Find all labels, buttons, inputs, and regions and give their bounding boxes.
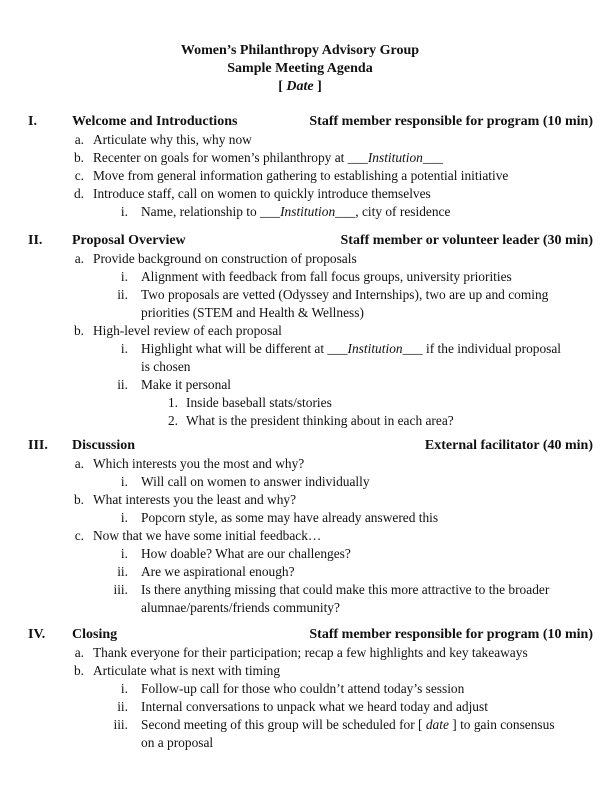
item-text: What interests you the least and why? (93, 492, 297, 507)
section-heading (0, 113, 600, 131)
item-marker: d. (73, 186, 84, 201)
item-marker: i. (120, 510, 128, 525)
section-number: I. (28, 114, 37, 129)
section-heading (0, 232, 600, 250)
section-title: Discussion (72, 438, 136, 453)
list-item (0, 167, 600, 185)
list-item (0, 268, 600, 286)
item-marker: i. (120, 204, 128, 219)
item-text: Provide background on construction of proposals (93, 251, 357, 266)
item-text: Popcorn style, as some may have already answered this (141, 510, 439, 525)
list-item (0, 131, 600, 149)
item-text: Articulate why this, why now (93, 132, 252, 147)
item-text (141, 203, 450, 221)
section-heading (0, 626, 600, 644)
item-marker: i. (120, 546, 128, 561)
item-marker: b. (73, 323, 84, 338)
section-title: Proposal Overview (72, 233, 186, 248)
section-welcome (0, 113, 600, 221)
agenda-subtitle: Sample Meeting Agenda (227, 61, 373, 76)
item-text: Move from general information gathering to establishing a potential initiative (93, 168, 509, 183)
item-text-part: Recenter on goals for women’s philanthropy at ___ (93, 150, 368, 165)
list-item-continuation (0, 358, 600, 376)
item-text-part: ___, city of residence (335, 204, 451, 219)
section-responsible: Staff member responsible for program (10 min) (309, 114, 593, 129)
item-marker: ii. (117, 564, 128, 579)
list-item (0, 250, 600, 268)
institution-placeholder: Institution (347, 341, 403, 356)
item-text (93, 149, 443, 167)
list-item (0, 698, 600, 716)
item-text: Inside baseball stats/stories (186, 395, 332, 410)
item-marker: a. (74, 456, 84, 471)
list-item-continuation (0, 304, 600, 322)
open-bracket: [ (278, 79, 283, 94)
list-item (0, 716, 600, 734)
list-item (0, 662, 600, 680)
item-text: alumnae/parents/friends community? (141, 600, 340, 615)
section-responsible: Staff member responsible for program (10 min) (309, 627, 593, 642)
list-item (0, 412, 600, 430)
list-item (0, 394, 600, 412)
list-item (0, 545, 600, 563)
list-item (0, 149, 600, 167)
item-text-part: Name, relationship to ___ (141, 204, 281, 219)
item-text-part: ] to gain consensus (448, 717, 555, 732)
item-marker: c. (74, 528, 84, 543)
list-item-continuation (0, 734, 600, 752)
list-item (0, 286, 600, 304)
item-marker: i. (120, 681, 128, 696)
section-proposal-overview (0, 232, 600, 430)
item-marker: i. (120, 341, 128, 356)
section-responsible: External facilitator (40 min) (424, 438, 593, 453)
item-marker: c. (74, 168, 84, 183)
list-item-continuation (0, 599, 600, 617)
section-closing (0, 626, 600, 752)
section-number: II. (28, 233, 43, 248)
section-number: III. (28, 438, 48, 453)
list-item (0, 322, 600, 340)
list-item (0, 473, 600, 491)
item-text-part: ___ if the individual proposal (402, 341, 562, 356)
item-marker: b. (73, 492, 84, 507)
item-text: Are we aspirational enough? (141, 564, 295, 579)
item-marker: b. (73, 150, 84, 165)
item-text: Will call on women to answer individually (141, 474, 370, 489)
group-title: Women’s Philanthropy Advisory Group (180, 43, 420, 58)
section-heading (0, 437, 600, 455)
date-placeholder (0, 78, 600, 96)
list-item (0, 644, 600, 662)
section-title: Closing (72, 627, 118, 642)
item-marker: iii. (113, 717, 128, 732)
item-text: Is there anything missing that could make this more attractive to the broader (141, 582, 550, 597)
item-text: Now that we have some initial feedback… (93, 528, 322, 543)
item-marker: ii. (117, 699, 128, 714)
item-marker: iii. (113, 582, 128, 597)
item-text: Thank everyone for their participation; recap a few highlights and key takeaways (93, 645, 528, 660)
date-placeholder: date (425, 717, 449, 732)
agenda-header (0, 42, 600, 96)
item-text: Which interests you the most and why? (93, 456, 305, 471)
item-text: Internal conversations to unpack what we heard today and adjust (141, 699, 488, 714)
item-text: priorities (STEM and Health & Wellness) (141, 305, 364, 320)
list-item (0, 376, 600, 394)
item-text: Follow-up call for those who couldn’t attend today’s session (141, 681, 465, 696)
date-label: Date (286, 79, 314, 94)
item-text: High-level review of each proposal (93, 323, 282, 338)
institution-placeholder: Institution (280, 204, 336, 219)
list-item (0, 680, 600, 698)
list-item (0, 340, 600, 358)
item-text (141, 716, 555, 734)
list-item (0, 581, 600, 599)
item-text-part: Second meeting of this group will be scheduled for [ (141, 717, 426, 732)
item-marker: a. (74, 645, 84, 660)
item-marker: ii. (117, 287, 128, 302)
item-text: Alignment with feedback from fall focus groups, university priorities (141, 269, 512, 284)
item-text: How doable? What are our challenges? (141, 546, 351, 561)
item-text: Make it personal (141, 377, 231, 392)
item-marker: i. (120, 474, 128, 489)
item-text: on a proposal (141, 735, 214, 750)
item-text (141, 340, 561, 358)
item-marker: ii. (117, 377, 128, 392)
section-discussion (0, 437, 600, 617)
item-text: is chosen (141, 359, 191, 374)
list-item (0, 491, 600, 509)
section-number: IV. (28, 627, 46, 642)
item-marker: 1. (167, 395, 178, 410)
list-item (0, 563, 600, 581)
item-marker: i. (120, 269, 128, 284)
item-marker: a. (74, 132, 84, 147)
institution-placeholder: Institution (367, 150, 423, 165)
close-bracket: ] (317, 79, 322, 94)
item-text: What is the president thinking about in each area? (186, 413, 454, 428)
item-marker: a. (74, 251, 84, 266)
list-item (0, 203, 600, 221)
list-item (0, 185, 600, 203)
list-item (0, 509, 600, 527)
list-item (0, 455, 600, 473)
item-text: Introduce staff, call on women to quickly introduce themselves (93, 186, 431, 201)
item-text-part: Highlight what will be different at ___ (141, 341, 348, 356)
list-item (0, 527, 600, 545)
section-responsible: Staff member or volunteer leader (30 min) (340, 233, 593, 248)
item-text: Articulate what is next with timing (93, 663, 281, 678)
section-title: Welcome and Introductions (72, 114, 238, 129)
item-text: Two proposals are vetted (Odyssey and Internships), two are up and coming (141, 287, 549, 302)
item-text-part: ___ (422, 150, 443, 165)
item-marker: 2. (167, 413, 178, 428)
item-marker: b. (73, 663, 84, 678)
